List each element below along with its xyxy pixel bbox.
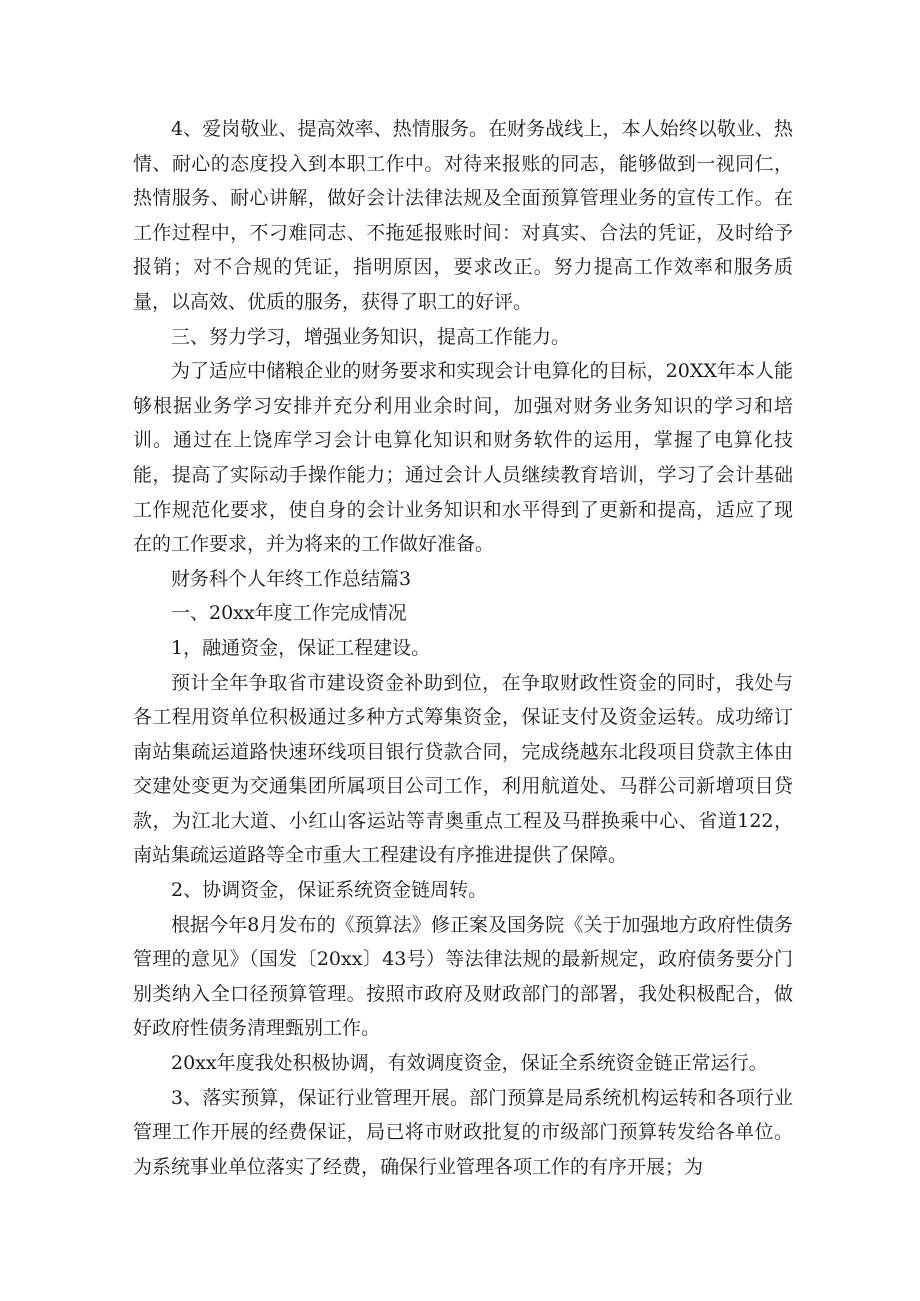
paragraph-budget-law: 根据今年8月发布的《预算法》修正案及国务院《关于加强地方政府性债务管理的意见》（国发〔20xx〕43号）等法律法规的最新规定，政府债务要分门别类纳入全口径预算管理。按照市政府及财政部门的部署，我处积极配合，做好政府性债务清理甄别工作。 (133, 913, 793, 1040)
paragraph-dedication: 4、爱岗敬业、提高效率、热情服务。在财务战线上，本人始终以敬业、热情、耐心的态度投入到本职工作中。对待来报账的同志，能够做到一视同仁，热情服务、耐心讲解，做好会计法律法规及全面预算管理业务的宣传工作。在工作过程中，不刁难同志、不拖延报账时间：对真实、合法的凭证，及时给予报销；对不合规的凭证，指明原因，要求改正。努力提高工作效率和服务质量，以高效、优质的服务，获得了职工的好评。 (133, 118, 793, 313)
section-heading-annual: 一、20xx年度工作完成情况 (171, 602, 407, 625)
paragraph-budget: 3、落实预算，保证行业管理开展。部门预算是局系统机构运转和各项行业管理工作开展的经费保证，局已将市财政批复的市级部门预算转发给各单位。为系统事业单位落实了经费，确保行业管理各项工作的有序开展；为 (133, 1086, 793, 1178)
paragraph-coordination: 20xx年度我处积极协调，有效调度资金，保证全系统资金链正常运行。 (171, 1052, 768, 1075)
document-page (133, 112, 793, 1184)
paragraph-training: 为了适应中储粮企业的财务要求和实现会计电算化的目标，20XX年本人能够根据业务学习安排并充分利用业余时间，加强对财务业务知识的学习和培训。通过在上饶库学习会计电算化知识和财务软件的运用，掌握了电算化技能，提高了实际动手操作能力；通过会计人员继续教育培训，学习了会计基础工作规范化要求，使自身的会计业务知识和水平得到了更新和提高，适应了现在的工作要求，并为将来的工作做好准备。 (133, 360, 793, 556)
item-heading-coordination: 2、协调资金，保证系统资金链周转。 (171, 879, 488, 902)
item-heading-financing: 1，融通资金，保证工程建设。 (171, 636, 431, 659)
article-title: 财务科个人年终工作总结篇3 (171, 567, 412, 590)
paragraph-financing: 预计全年争取省市建设资金补助到位，在争取财政性资金的同时，我处与各工程用资单位积极通过多种方式筹集资金，保证支付及资金运转。成功缔订南站集疏运道路快速环线项目银行贷款合同，完成绕越东北段项目贷款主体由交建处变更为交通集团所属项目公司工作，利用航道处、马群公司新增项目贷款，为江北大道、小红山客运站等青奥重点工程及马群换乘中心、省道122，南站集疏运道路等全市重大工程建设有序推进提供了保障。 (133, 671, 793, 867)
section-heading-study: 三、努力学习，增强业务知识，提高工作能力。 (171, 325, 571, 348)
